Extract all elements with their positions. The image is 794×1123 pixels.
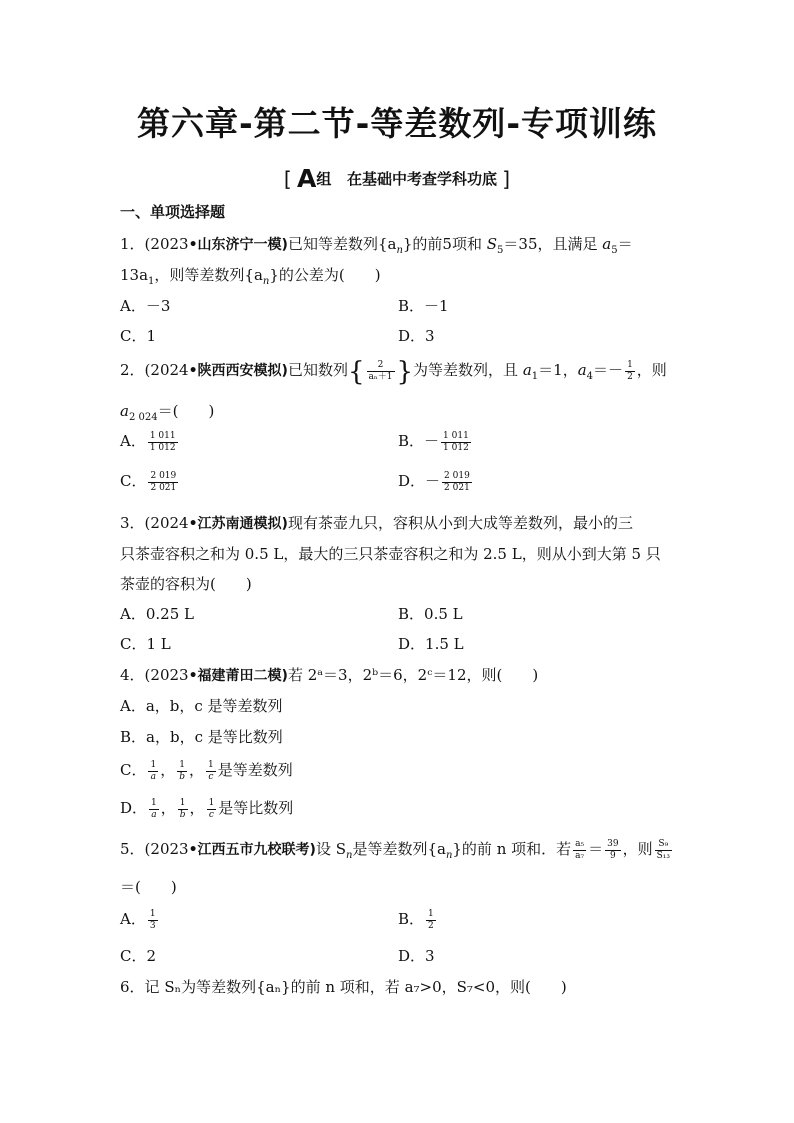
q4-option-d: D． $\frac{1}{a}$ ， $\frac{1}{b}$ ， $\frac{1}{c}$ 是等比数列 bbox=[120, 797, 294, 820]
group-label: 组 bbox=[316, 170, 332, 188]
q4-option-c: C． $\frac{1}{a}$ ， $\frac{1}{b}$ ， $\frac{1}{c}$ 是等差数列 bbox=[120, 759, 293, 782]
question-2-line-2: $a_{2 024}=$( ) bbox=[120, 402, 215, 423]
question-3-line-1: 3．(2024•江苏南通模拟)现有茶壶九只，容积从小到大成等差数列，最小的三 bbox=[120, 514, 633, 532]
q4-option-a: A．a，b，c 是等差数列 bbox=[120, 697, 283, 715]
page-title: 第六章-第二节-等差数列-专项训练 bbox=[136, 104, 658, 143]
q3-option-d: D．1.5 L bbox=[398, 635, 464, 653]
question-1-line-2: $13a_1$，则等差数列$\{a_n\}$的公差为( ) bbox=[120, 266, 381, 287]
q3-option-c: C．1 L bbox=[120, 635, 171, 653]
q2-fraction: $\frac{2}{\text{aₙ＋1}}$ bbox=[368, 359, 393, 382]
group-letter: A bbox=[296, 164, 317, 193]
q5-option-a: A． $\frac{1}{3}$ bbox=[120, 908, 156, 931]
q1-option-b: B．－1 bbox=[398, 297, 449, 315]
q1-option-a: A．－3 bbox=[120, 297, 171, 315]
question-6-line-1: 6．记 Sₙ为等差数列{aₙ}的前 n 项和，若 a₇>0，S₇<0，则( ) bbox=[120, 978, 567, 996]
q5-option-d: D．3 bbox=[398, 947, 435, 965]
question-5-line-2: ＝( ) bbox=[120, 878, 177, 896]
group-description: 在基础中考查学科功底 bbox=[347, 170, 498, 188]
q1-option-c: C．1 bbox=[120, 327, 157, 345]
q1-option-d: D．3 bbox=[398, 327, 435, 345]
group-heading: [ A组 在基础中考查学科功底 ] bbox=[283, 164, 511, 193]
section-heading: 一、单项选择题 bbox=[120, 203, 226, 221]
q2-option-a: A． $\frac{1 011}{1 012}$ bbox=[120, 430, 176, 453]
q2-option-c: C． $\frac{2 019}{2 021}$ bbox=[120, 470, 177, 493]
question-3-line-2: 只茶壶容积之和为 0.5 L，最大的三只茶壶容积之和为 2.5 L，则从小到大第 5 只 bbox=[120, 545, 661, 563]
q5-option-b: B． $\frac{1}{2}$ bbox=[398, 908, 434, 931]
q4-option-b: B．a，b，c 是等比数列 bbox=[120, 728, 283, 746]
question-3-line-3: 茶壶的容积为( ) bbox=[120, 575, 252, 593]
question-2-line-1: 2．(2024•陕西西安模拟)已知数列{ $\frac{2}{\text{aₙ＋1}}$ }为等差数列，且 $a_1=1$，$a_4=-$ $\frac{1}{2}$ ，则 bbox=[120, 357, 667, 387]
question-1-line-1: 1．(2023•山东济宁一模)已知等差数列$\{a_n\}$的前5项和 $S_5=35$，且满足 $a_5=$ bbox=[120, 235, 633, 256]
question-5-line-1: 5．(2023•江西五市九校联考)设 $S_n$是等差数列$\{a_n\}$的前 n 项和．若 $\frac{\text{a₅}}{\text{a₇}}$ ＝ $\frac{39}{9}$ ，则 $\frac{\text{S₉}}{\text{S₁₃}}$ bbox=[120, 838, 670, 861]
q3-option-b: B．0.5 L bbox=[398, 605, 463, 623]
q5-option-c: C．2 bbox=[120, 947, 157, 965]
q3-option-a: A．0.25 L bbox=[120, 605, 194, 623]
q2-option-b: B．－ $\frac{1 011}{1 012}$ bbox=[398, 430, 469, 453]
q2-option-d: D．－ $\frac{2 019}{2 021}$ bbox=[398, 470, 470, 493]
question-4-line-1: 4．(2023•福建莆田二模)若 2ᵃ＝3，2ᵇ＝6，2ᶜ＝12，则( ) bbox=[120, 666, 539, 684]
